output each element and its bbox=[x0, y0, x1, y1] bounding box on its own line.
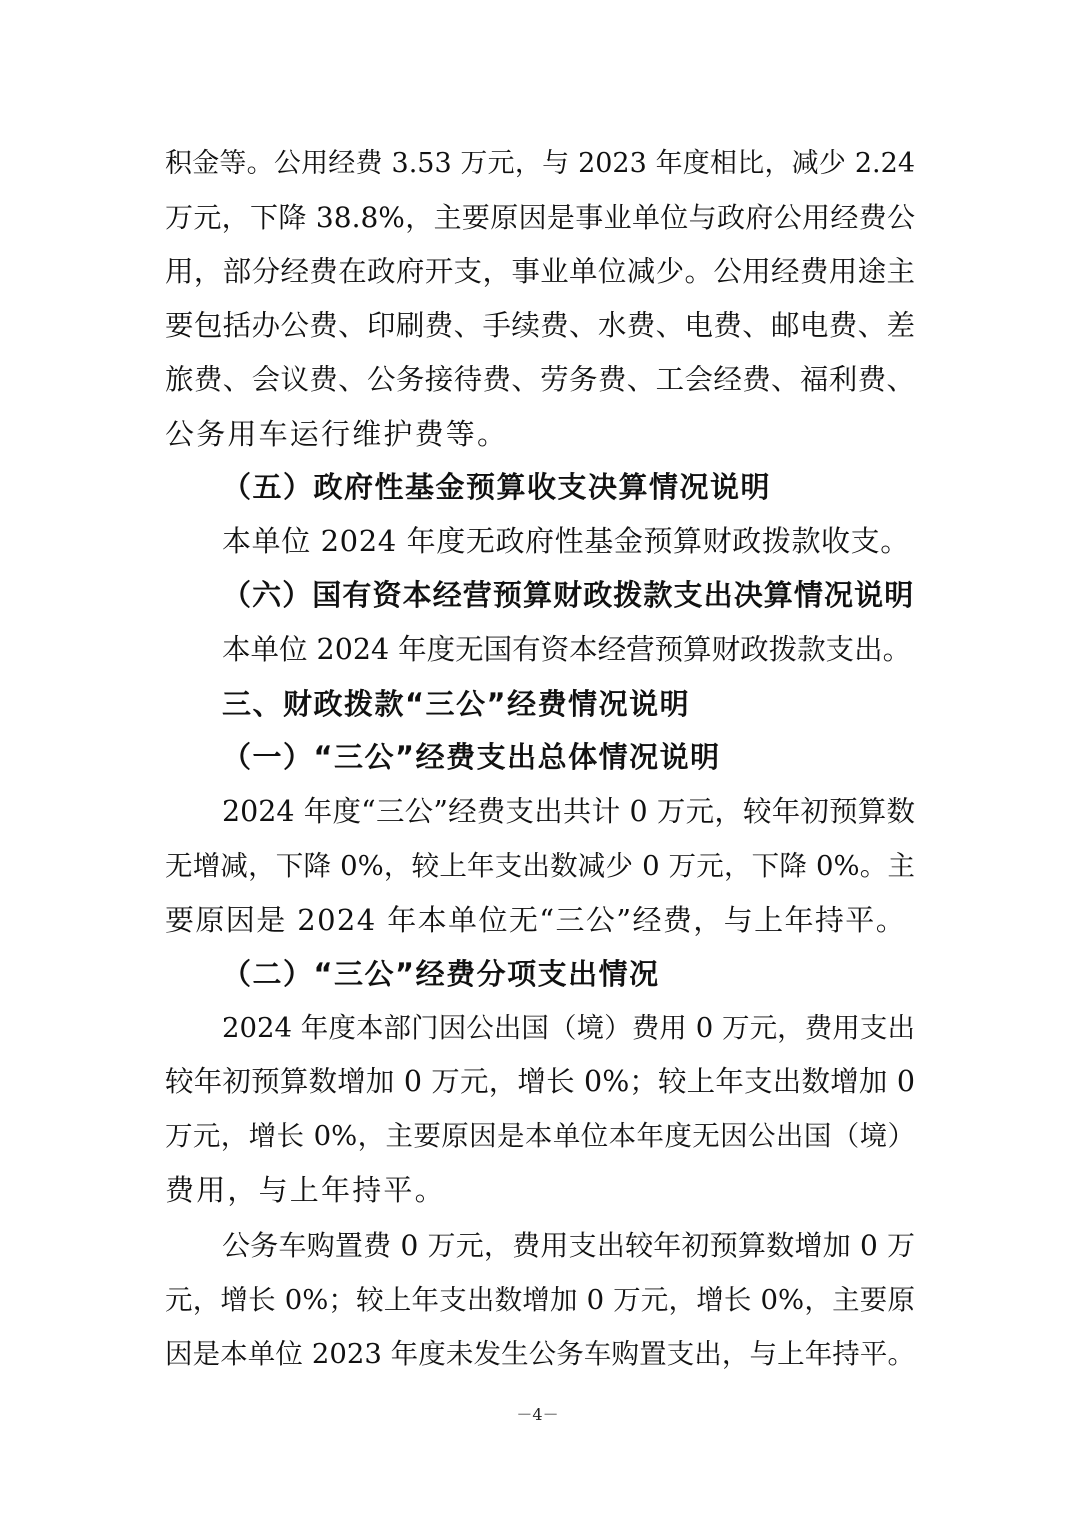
body-text-line: 2024 年度本部门因公出国（境）费用 0 万元，费用支出 bbox=[222, 1012, 915, 1044]
body-text-line: 要原因是 2024 年本单位无“三公”经费，与上年持平。 bbox=[165, 903, 907, 937]
body-text-line: 万元，增长 0%，主要原因是本单位本年度无因公出国（境） bbox=[165, 1120, 915, 1152]
chapter-heading: 三、财政拨款“三公”经费情况说明 bbox=[222, 687, 691, 721]
body-text-line: 旅费、会议费、公务接待费、劳务费、工会经费、福利费、 bbox=[165, 363, 915, 396]
section-heading: （一）“三公”经费支出总体情况说明 bbox=[222, 740, 721, 774]
body-text-line: 2024 年度“三公”经费支出共计 0 万元，较年初预算数 bbox=[222, 795, 915, 828]
body-text-line: 万元，下降 38.8%，主要原因是事业单位与政府公用经费公 bbox=[165, 201, 915, 234]
body-text-line: 费用，与上年持平。 bbox=[165, 1173, 446, 1207]
body-text-line: 用，部分经费在政府开支，事业单位减少。公用经费用途主 bbox=[165, 255, 915, 288]
body-text-line: 较年初预算数增加 0 万元，增长 0%；较上年支出数增加 0 bbox=[165, 1065, 915, 1098]
section-heading: （五）政府性基金预算收支决算情况说明 bbox=[222, 470, 772, 504]
body-text-line: 积金等。公用经费 3.53 万元，与 2023 年度相比，减少 2.24 bbox=[165, 148, 915, 179]
section-heading: （六）国有资本经营预算财政拨款支出决算情况说明 bbox=[222, 578, 915, 612]
body-text-line: 因是本单位 2023 年度未发生公务车购置支出，与上年持平。 bbox=[165, 1338, 915, 1370]
body-text-line: 要包括办公费、印刷费、手续费、水费、电费、邮电费、差 bbox=[165, 309, 915, 342]
body-text-line: 无增减，下降 0%，较上年支出数减少 0 万元，下降 0%。主 bbox=[165, 850, 915, 882]
body-text-line: 公务用车运行维护费等。 bbox=[165, 417, 509, 451]
body-text-line: 本单位 2024 年度无国有资本经营预算财政拨款支出。 bbox=[222, 633, 912, 666]
page-number: －4－ bbox=[516, 1405, 559, 1424]
body-text-line: 元，增长 0%；较上年支出数增加 0 万元，增长 0%，主要原 bbox=[165, 1284, 915, 1316]
section-heading: （二）“三公”经费分项支出情况 bbox=[222, 957, 660, 991]
body-text-line: 公务车购置费 0 万元，费用支出较年初预算数增加 0 万 bbox=[222, 1229, 915, 1262]
body-text-line: 本单位 2024 年度无政府性基金预算财政拨款收支。 bbox=[222, 524, 910, 558]
